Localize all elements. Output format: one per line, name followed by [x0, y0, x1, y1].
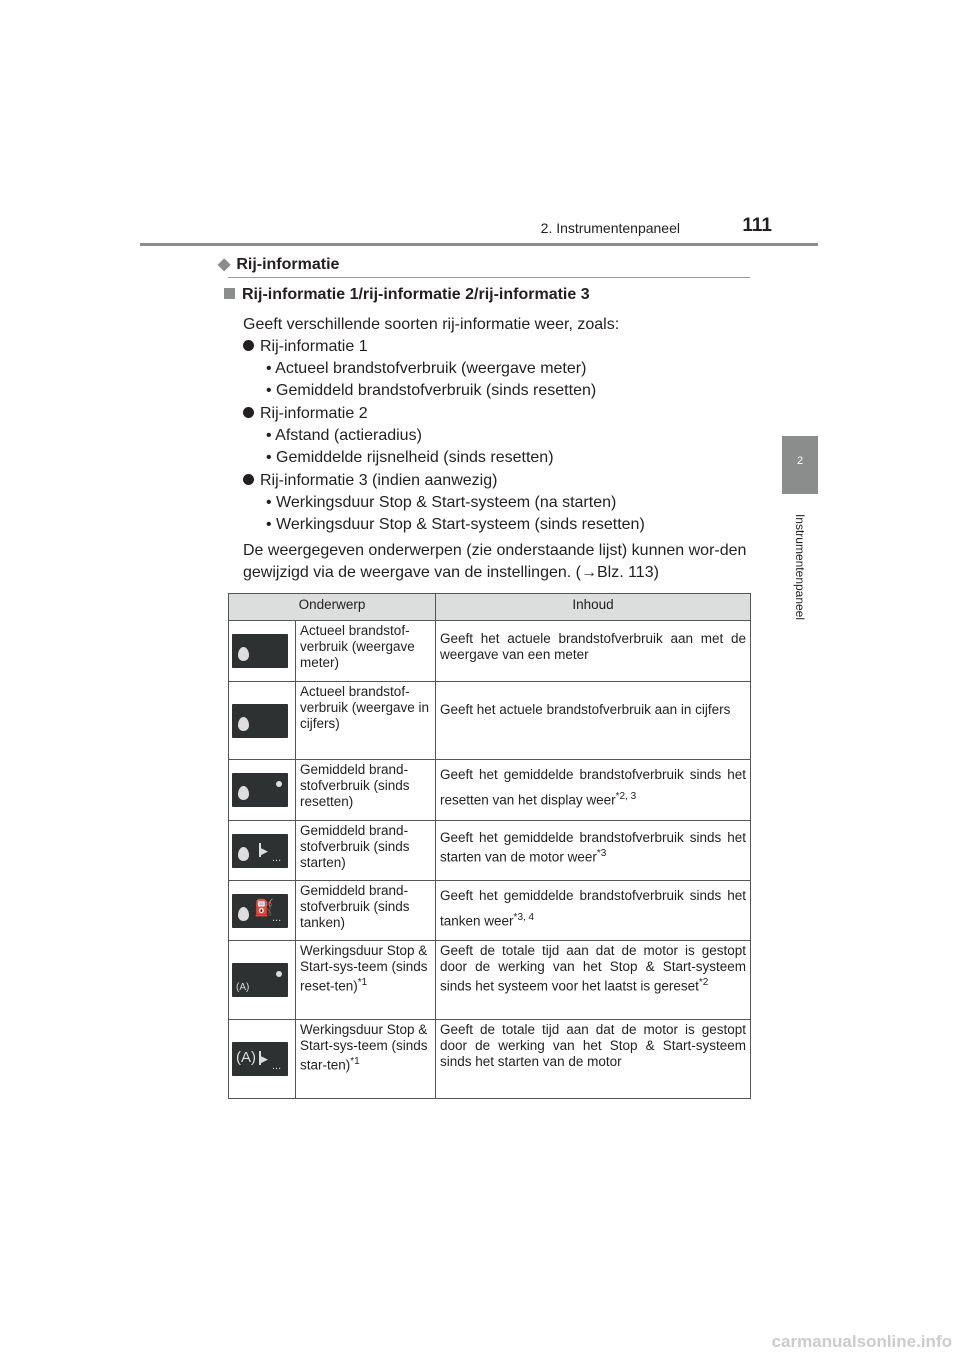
list-item-text: Gemiddelde rijsnelheid (sinds resetten)	[276, 449, 554, 466]
item-text: Werkingsduur Stop & Start-sys-teem (sinds star-ten)	[300, 1022, 428, 1073]
item-cell: Gemiddeld brand-stofverbruik (sinds tanken)	[296, 881, 436, 941]
table-row	[229, 682, 751, 760]
list-item: • Gemiddelde rijsnelheid (sinds resetten)	[266, 449, 554, 466]
list-item: • Afstand (actieradius)	[266, 427, 422, 444]
footnote-ref: *3, 4	[513, 912, 535, 923]
group-title	[243, 336, 368, 358]
bullet-icon	[243, 340, 254, 351]
heading-divider	[228, 277, 750, 278]
header-divider	[140, 243, 818, 246]
desc-cell	[436, 941, 751, 1020]
list-item-text: Actueel brandstofverbruik (weergave meter)	[275, 360, 587, 377]
desc-cell	[436, 621, 751, 682]
list-item-text: Werkingsduur Stop & Start-systeem (sinds resetten)	[276, 516, 645, 533]
square-icon	[224, 288, 235, 299]
desc-cell	[436, 1020, 751, 1099]
table-row	[229, 1020, 751, 1099]
item-cell	[296, 941, 436, 1020]
footnote-ref: *3	[596, 848, 607, 859]
fuel-drop-flag-icon: ▶ ...	[232, 834, 288, 868]
section-heading-text: Rij-informatie	[236, 256, 340, 273]
header-section: 2. Instrumentenpaneel	[540, 220, 680, 236]
fuel-drop-icon	[232, 634, 288, 668]
section-heading	[218, 254, 339, 274]
bullet-icon	[243, 474, 254, 485]
stop-start-reset-icon: (A)	[232, 963, 288, 997]
outro-text: De weergegeven onderwerpen (zie onderstaande lijst) kunnen wor-den gewijzigd via de weergave van de instellingen. (→Blz. 113)	[243, 542, 747, 581]
footnote-ref: *1	[357, 977, 368, 988]
info-table	[228, 593, 751, 1099]
item-text: Werkingsduur Stop & Start-sys-teem (sinds reset-ten)	[300, 943, 428, 994]
desc-text: Geeft de totale tijd aan dat de motor is gestopt door de werking van het Stop & Start-systeem sinds het starten van de motor	[440, 1022, 746, 1069]
list-item: • Werkingsduur Stop & Start-systeem (sinds resetten)	[266, 516, 645, 533]
desc-text: Geeft het actuele brandstofverbruik aan in cijfers	[440, 702, 731, 717]
list-item-text: Werkingsduur Stop & Start-systeem (na starten)	[276, 494, 617, 511]
desc-text: Geeft het actuele brandstofverbruik aan met de weergave van een meter	[440, 631, 746, 662]
table-row	[229, 760, 751, 821]
group-title-text: Rij-informatie 2	[260, 405, 368, 422]
table-row	[229, 881, 751, 941]
item-cell: Actueel brandstof-verbruik (weergave meter)	[296, 621, 436, 682]
desc-text: Geeft de totale tijd aan dat de motor is gestopt door de werking van het Stop & Start-systeem sinds het systeem voor het laatst is gereset	[440, 943, 746, 994]
page-number: 111	[742, 215, 772, 236]
desc-cell	[436, 881, 751, 941]
fuel-drop-pump-icon: ⛽ ...	[232, 894, 288, 928]
table-row	[229, 621, 751, 682]
list-item: • Actueel brandstofverbruik (weergave meter)	[266, 360, 587, 377]
item-cell: Actueel brandstof-verbruik (weergave in cijfers)	[296, 682, 436, 760]
watermark: carmanualsonline.info	[771, 1332, 952, 1351]
list-item-text: Gemiddeld brandstofverbruik (sinds resetten)	[276, 382, 597, 399]
intro-text: Geeft verschillende soorten rij-informatie weer, zoals:	[243, 316, 620, 333]
stop-start-flag-icon: (A) ▶ ...	[232, 1042, 288, 1076]
item-cell: Gemiddeld brand-stofverbruik (sinds resetten)	[296, 760, 436, 821]
group-title	[243, 403, 368, 425]
table-header	[229, 594, 751, 621]
subsection-heading	[224, 286, 590, 304]
fuel-drop-reset-icon	[232, 773, 288, 807]
desc-cell	[436, 821, 751, 881]
footnote-ref: *1	[350, 1056, 360, 1067]
desc-text: Geeft het gemiddelde brandstofverbruik sinds het starten van de motor weer	[440, 830, 746, 865]
table-row	[229, 821, 751, 881]
column-header: Onderwerp	[229, 594, 436, 621]
table-row	[229, 941, 751, 1020]
desc-cell	[436, 760, 751, 821]
group-title-text: Rij-informatie 1	[260, 338, 368, 355]
desc-cell	[436, 682, 751, 760]
fuel-drop-icon	[232, 704, 288, 738]
chapter-tab[interactable]: 2	[782, 436, 818, 494]
list-item: • Werkingsduur Stop & Start-systeem (na starten)	[266, 494, 617, 511]
desc-text: Geeft het gemiddelde brandstofverbruik sinds het tanken weer	[440, 888, 746, 929]
chapter-tab-label: Instrumentenpaneel	[793, 513, 807, 621]
desc-text: Geeft het gemiddelde brandstofverbruik sinds het resetten van het display weer	[440, 767, 746, 808]
item-cell	[296, 1020, 436, 1099]
footnote-ref: *2, 3	[615, 791, 637, 802]
bullet-icon	[243, 407, 254, 418]
group-title-text: Rij-informatie 3 (indien aanwezig)	[260, 472, 498, 489]
list-item-text: Afstand (actieradius)	[275, 427, 422, 444]
footnote-ref: *2	[698, 977, 709, 988]
item-cell: Gemiddeld brand-stofverbruik (sinds starten)	[296, 821, 436, 881]
subsection-heading-text: Rij-informatie 1/rij-informatie 2/rij-informatie 3	[242, 286, 590, 303]
group-title	[243, 470, 497, 492]
column-header: Inhoud	[436, 594, 751, 621]
diamond-icon: ◆	[218, 256, 231, 273]
list-item: • Gemiddeld brandstofverbruik (sinds resetten)	[266, 382, 597, 399]
